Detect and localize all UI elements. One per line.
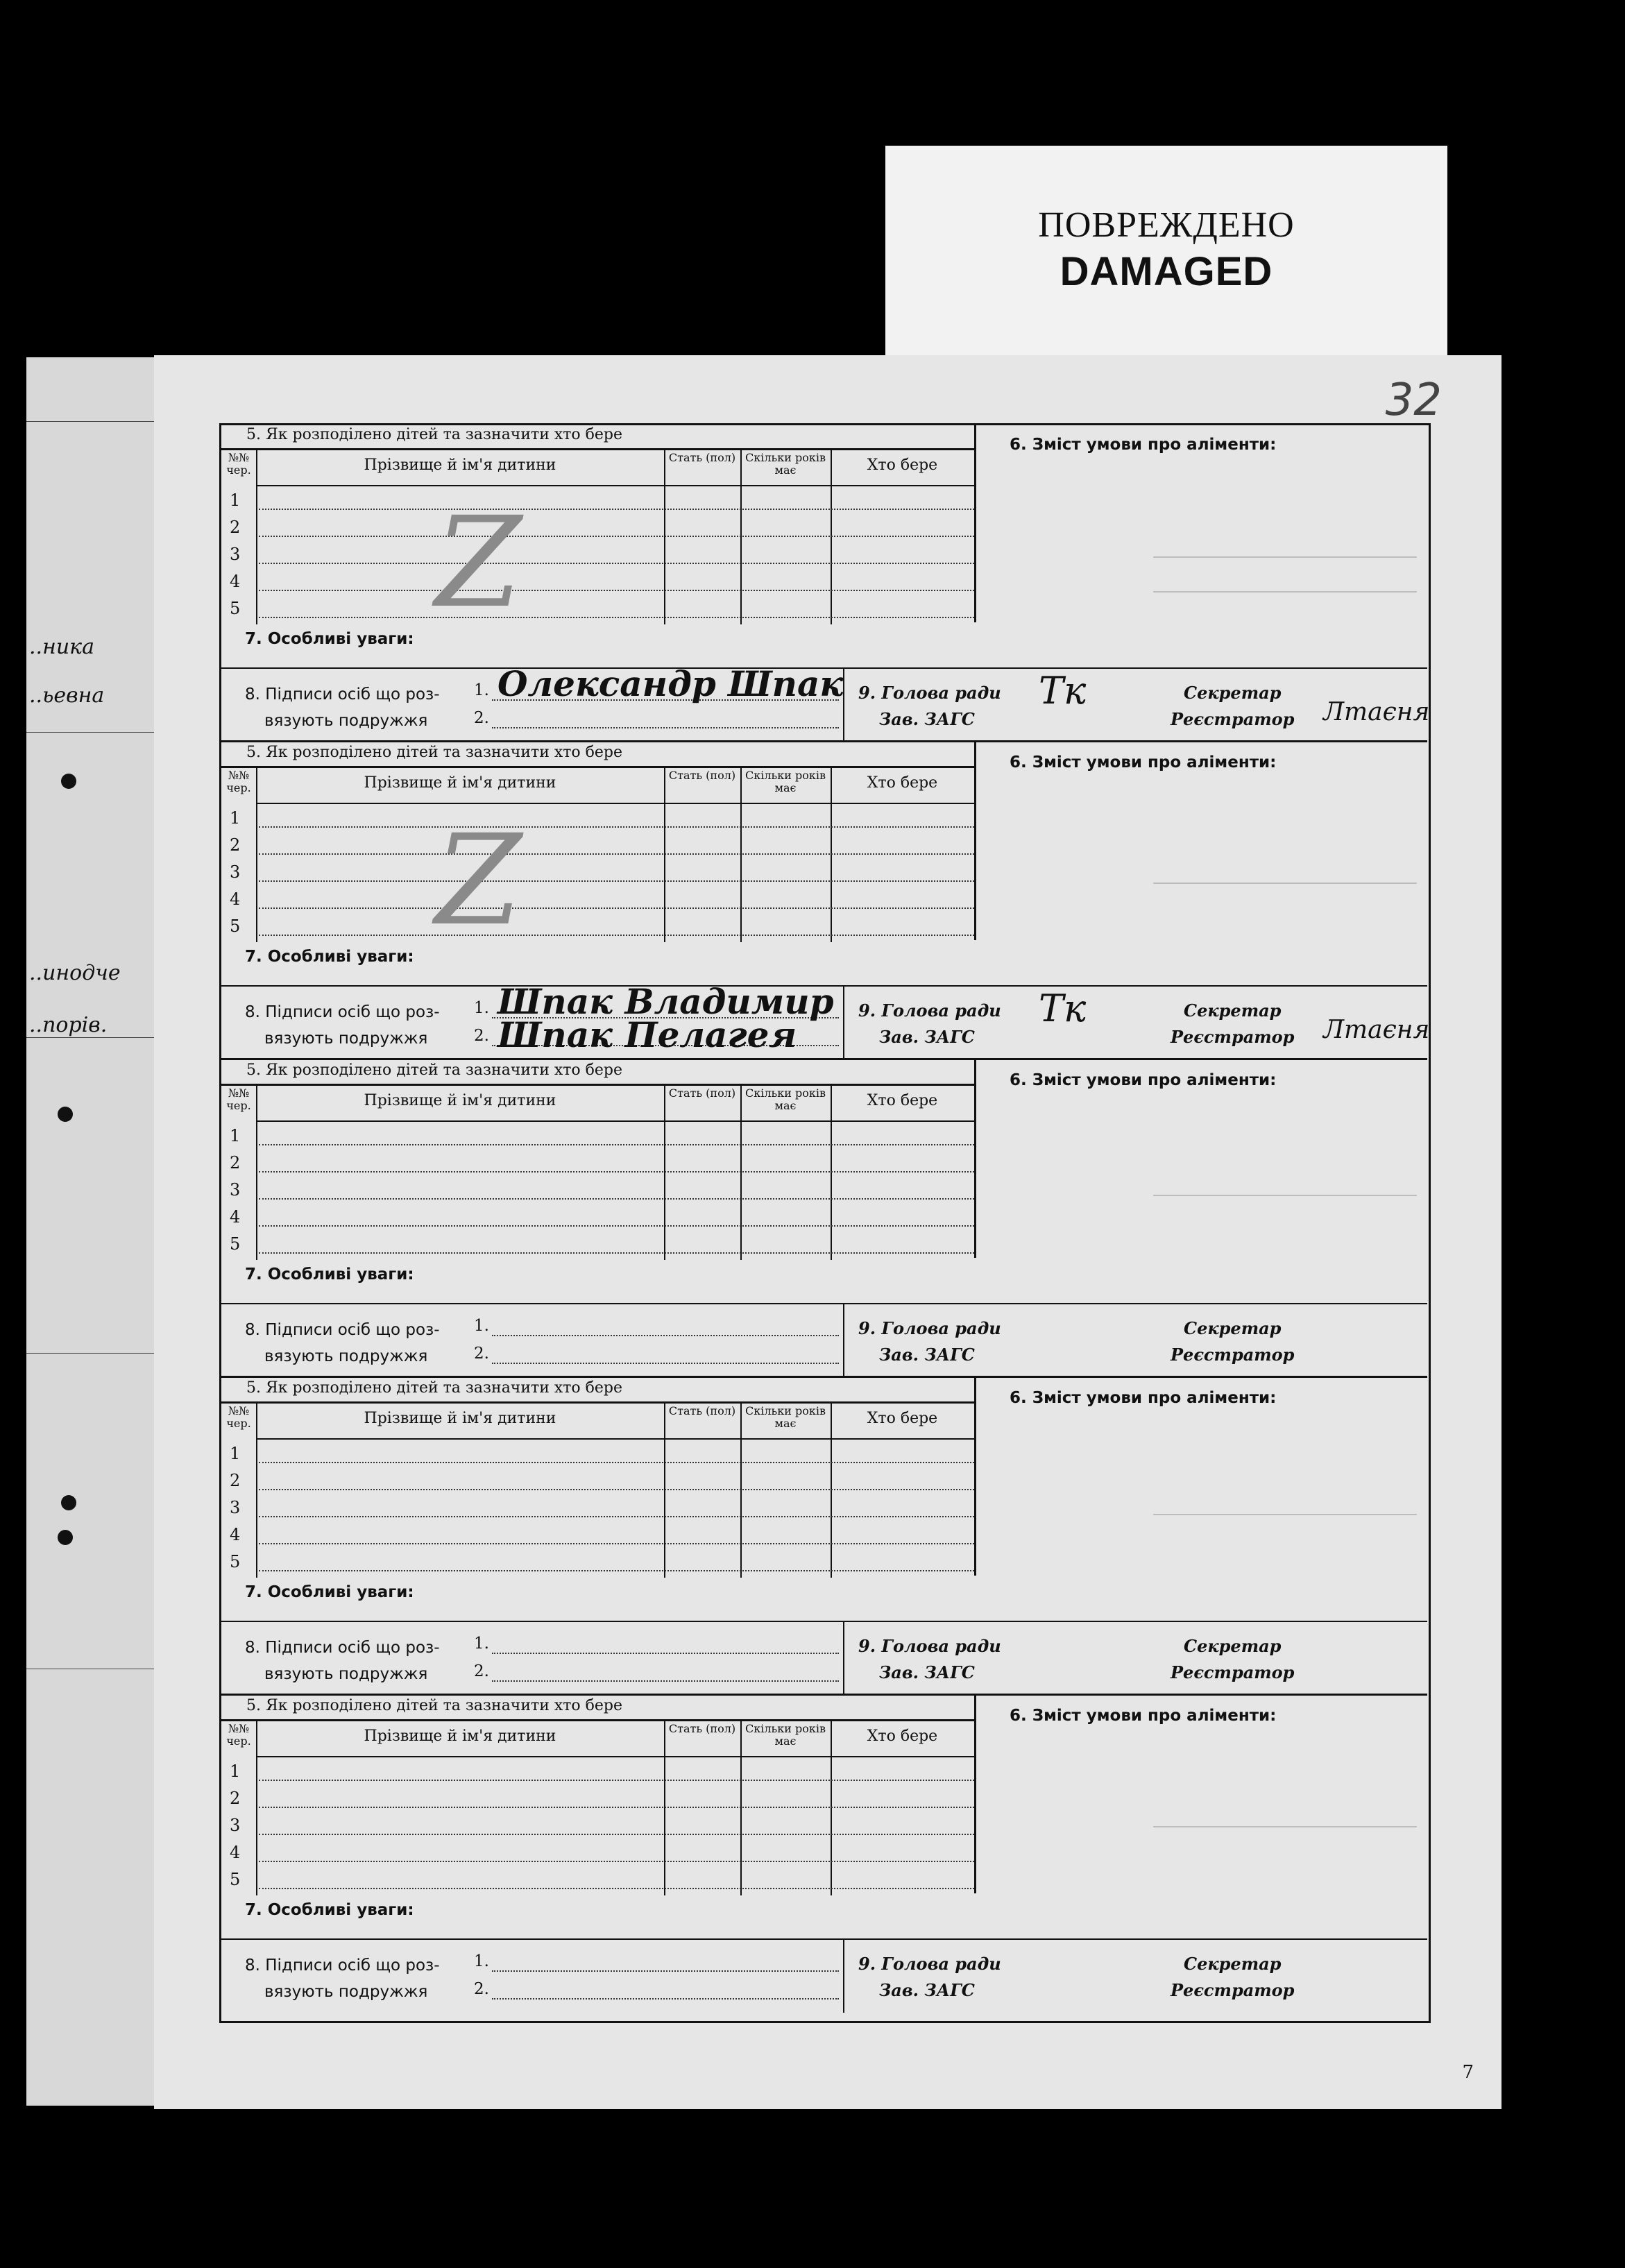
child-row-number: 5 xyxy=(230,1870,241,1889)
children-crossout-mark: Z xyxy=(435,808,522,953)
signatures-label xyxy=(245,999,440,1052)
child-row xyxy=(220,1521,974,1547)
col-header-child-name: Прізвище й ім'я дитини xyxy=(364,1728,556,1745)
child-row xyxy=(220,1866,974,1892)
council-head-label-line1: 9. Голова ради xyxy=(858,1636,1001,1656)
council-head-label xyxy=(858,1315,1001,1368)
signatures-label-line1: 8. Підписи осіб що роз- xyxy=(245,1639,440,1657)
binding-hole xyxy=(61,1495,76,1510)
child-row-number: 5 xyxy=(230,599,241,618)
child-row xyxy=(220,1784,974,1811)
signatures-label-line1: 8. Підписи осіб що роз- xyxy=(245,1321,440,1339)
child-row-number: 5 xyxy=(230,916,241,936)
child-row-number: 3 xyxy=(230,862,241,882)
children-table xyxy=(220,448,974,624)
col-header-number: №№ чер. xyxy=(226,1404,251,1430)
children-heading: 5. Як розподілено дітей та зазначити хто бере xyxy=(246,426,623,443)
council-head-label xyxy=(858,1951,1001,2004)
divorce-record xyxy=(220,1696,1427,2011)
secretary-label-line2: Реєстратор xyxy=(1171,1027,1295,1047)
signatures-label-line1: 8. Підписи осіб що роз- xyxy=(245,685,440,704)
col-header-who-takes: Хто бере xyxy=(867,774,938,792)
divorce-record xyxy=(220,1060,1427,1378)
signatures-section xyxy=(220,981,1430,1059)
signatures-label-line1: 8. Підписи осіб що роз- xyxy=(245,1956,440,1975)
council-head-label-line2: Зав. ЗАГС xyxy=(879,1980,975,2000)
child-row xyxy=(220,486,974,513)
council-head-label-line2: Зав. ЗАГС xyxy=(879,709,975,729)
secretary-label-line1: Секретар xyxy=(1184,1954,1282,1974)
children-table xyxy=(220,1084,974,1260)
secretary-label-line1: Секретар xyxy=(1184,683,1282,703)
divorce-record xyxy=(220,742,1430,1060)
child-row-number: 1 xyxy=(230,808,241,828)
secretary-label-line2: Реєстратор xyxy=(1171,1980,1295,2000)
facing-page-fragment xyxy=(26,357,160,2106)
alimony-heading: 6. Зміст умови про аліменти: xyxy=(1010,1071,1277,1089)
binding-hole xyxy=(58,1107,73,1122)
facing-page-text-1: ..ника xyxy=(29,635,94,659)
col-header-who-takes: Хто бере xyxy=(867,1092,938,1109)
col-header-child-name: Прізвище й ім'я дитини xyxy=(364,774,556,792)
child-row xyxy=(220,831,974,858)
page-number: 32 xyxy=(1385,375,1442,426)
notes-field xyxy=(245,1901,414,1919)
council-head-signature: Тк xyxy=(1039,669,1087,713)
signatures-section xyxy=(220,1303,1427,1377)
council-head-signature: Тк xyxy=(1039,987,1087,1030)
council-head-label-line1: 9. Голова ради xyxy=(858,1318,1001,1338)
signature-1-number: 1. xyxy=(474,1635,489,1653)
children-table xyxy=(220,1401,974,1578)
child-row-number: 1 xyxy=(230,1126,241,1145)
child-row-number: 3 xyxy=(230,545,241,564)
corner-mark: 7 xyxy=(1462,2062,1474,2083)
col-header-sex: Стать (пол) xyxy=(668,1722,736,1735)
secretary-label xyxy=(1171,1315,1294,1368)
secretary-label xyxy=(1171,1951,1294,2004)
col-header-sex: Стать (пол) xyxy=(668,769,736,782)
child-row-number: 5 xyxy=(230,1234,241,1254)
children-crossout-mark: Z xyxy=(435,491,522,636)
signature-1-number: 1. xyxy=(474,999,489,1017)
secretary-signature: Лтаєня xyxy=(1323,698,1430,726)
child-row xyxy=(220,1839,974,1865)
col-header-age: Скільки років має xyxy=(745,769,826,794)
binding-hole xyxy=(61,774,76,789)
notes-field xyxy=(245,1583,414,1601)
secretary-label xyxy=(1171,1633,1294,1686)
secretary-label-line2: Реєстратор xyxy=(1171,1345,1295,1365)
child-row xyxy=(220,1494,974,1520)
signatures-section xyxy=(220,663,1430,742)
signature-2-number: 2. xyxy=(474,1980,489,1998)
notes-label: 7. Особливі уваги: xyxy=(245,630,414,648)
col-header-age: Скільки років має xyxy=(745,451,826,477)
signatures-label-line1: 8. Підписи осіб що роз- xyxy=(245,1003,440,1021)
child-row xyxy=(220,1230,974,1256)
council-head-label xyxy=(858,1633,1001,1686)
signature-spouse-2: Шпак Пелагея xyxy=(497,1014,797,1055)
col-header-number: №№ чер. xyxy=(226,1722,251,1748)
signature-1-number: 1. xyxy=(474,681,489,699)
children-heading: 5. Як розподілено дітей та зазначити хто бере xyxy=(246,744,623,761)
secretary-label xyxy=(1171,998,1294,1050)
child-row-number: 2 xyxy=(230,1471,241,1490)
notes-field xyxy=(245,948,414,966)
child-row xyxy=(220,1548,974,1574)
col-header-who-takes: Хто бере xyxy=(867,457,938,474)
notes-label: 7. Особливі уваги: xyxy=(245,948,414,966)
signatures-section xyxy=(220,1938,1427,2013)
child-row-number: 5 xyxy=(230,1552,241,1571)
council-head-label xyxy=(858,680,1001,733)
child-row-number: 1 xyxy=(230,491,241,510)
damaged-label-ru: ПОВРЕЖДЕНО xyxy=(1038,205,1295,245)
divorce-record xyxy=(220,1378,1427,1696)
col-header-number: №№ чер. xyxy=(226,1086,251,1112)
notes-label: 7. Особливі уваги: xyxy=(245,1901,414,1919)
council-head-label-line2: Зав. ЗАГС xyxy=(879,1027,975,1047)
secretary-label-line2: Реєстратор xyxy=(1171,1662,1295,1682)
damaged-label-card xyxy=(885,146,1447,361)
col-header-age: Скільки років має xyxy=(745,1404,826,1430)
alimony-heading: 6. Зміст умови про аліменти: xyxy=(1010,1389,1277,1407)
notes-field xyxy=(245,630,414,648)
signature-2-number: 2. xyxy=(474,1027,489,1045)
binding-hole xyxy=(58,1530,73,1545)
child-row xyxy=(220,540,974,567)
council-head-label-line2: Зав. ЗАГС xyxy=(879,1662,975,1682)
damaged-label-en: DAMAGED xyxy=(1060,249,1273,294)
col-header-age: Скільки років має xyxy=(745,1086,826,1112)
child-row-number: 2 xyxy=(230,1153,241,1173)
child-row xyxy=(220,885,974,912)
divorce-record xyxy=(220,425,1430,742)
child-row xyxy=(220,1203,974,1229)
child-row xyxy=(220,1467,974,1493)
secretary-label-line1: Секретар xyxy=(1184,1636,1282,1656)
signatures-label xyxy=(245,1635,440,1687)
child-row-number: 4 xyxy=(230,889,241,909)
col-header-number: №№ чер. xyxy=(226,451,251,477)
secretary-label-line1: Секретар xyxy=(1184,1000,1282,1021)
notes-field xyxy=(245,1265,414,1284)
child-row-number: 3 xyxy=(230,1180,241,1200)
child-row xyxy=(220,1122,974,1148)
signatures-label-line2: вязують подружжя xyxy=(264,1665,428,1683)
child-row xyxy=(220,804,974,830)
register-page xyxy=(154,355,1501,2109)
col-header-who-takes: Хто бере xyxy=(867,1410,938,1427)
child-row-number: 4 xyxy=(230,1525,241,1544)
child-row xyxy=(220,1176,974,1202)
child-row xyxy=(220,595,974,621)
facing-page-text-2: ..ьевна xyxy=(29,683,105,708)
child-row xyxy=(220,912,974,939)
children-heading: 5. Як розподілено дітей та зазначити хто бере xyxy=(246,1697,623,1714)
notes-label: 7. Особливі уваги: xyxy=(245,1265,414,1284)
signatures-label-line2: вязують подружжя xyxy=(264,1347,428,1365)
council-head-label-line1: 9. Голова ради xyxy=(858,1000,1001,1021)
alimony-heading: 6. Зміст умови про аліменти: xyxy=(1010,436,1277,454)
signatures-section xyxy=(220,1621,1427,1695)
child-row-number: 1 xyxy=(230,1762,241,1781)
child-row-number: 2 xyxy=(230,1789,241,1808)
signatures-label xyxy=(245,681,440,734)
child-row-number: 4 xyxy=(230,1843,241,1862)
child-row-number: 1 xyxy=(230,1444,241,1463)
signature-2-number: 2. xyxy=(474,1662,489,1680)
children-section xyxy=(220,1696,976,1893)
children-table xyxy=(220,766,974,942)
col-header-child-name: Прізвище й ім'я дитини xyxy=(364,1092,556,1109)
notes-label: 7. Особливі уваги: xyxy=(245,1583,414,1601)
signature-1-number: 1. xyxy=(474,1317,489,1335)
signature-2-number: 2. xyxy=(474,709,489,727)
signature-spouse-1: Олександр Шпак xyxy=(497,663,844,704)
signatures-label-line2: вязують подружжя xyxy=(264,1030,428,1048)
col-header-child-name: Прізвище й ім'я дитини xyxy=(364,457,556,474)
children-section xyxy=(220,425,976,636)
child-row-number: 3 xyxy=(230,1816,241,1835)
col-header-sex: Стать (пол) xyxy=(668,1086,736,1100)
child-row-number: 2 xyxy=(230,518,241,537)
signatures-label xyxy=(245,1952,440,2005)
child-row-number: 3 xyxy=(230,1498,241,1517)
council-head-label xyxy=(858,998,1001,1050)
col-header-number: №№ чер. xyxy=(226,769,251,794)
secretary-label-line1: Секретар xyxy=(1184,1318,1282,1338)
facing-page-text-3: ..инодче xyxy=(29,961,121,985)
child-row xyxy=(220,1811,974,1838)
council-head-label-line1: 9. Голова ради xyxy=(858,683,1001,703)
children-table xyxy=(220,1719,974,1895)
alimony-heading: 6. Зміст умови про аліменти: xyxy=(1010,753,1277,771)
children-section xyxy=(220,1378,976,1576)
child-row xyxy=(220,513,974,540)
facing-page-text-4: ..порів. xyxy=(29,1013,108,1037)
signature-1-number: 1. xyxy=(474,1952,489,1970)
child-row xyxy=(220,1440,974,1466)
signature-spouse-1: Шпак Владимир xyxy=(497,981,834,1022)
secretary-label xyxy=(1171,680,1294,733)
council-head-label-line1: 9. Голова ради xyxy=(858,1954,1001,1974)
secretary-label-line2: Реєстратор xyxy=(1171,709,1295,729)
signature-2-number: 2. xyxy=(474,1345,489,1363)
secretary-signature: Лтаєня xyxy=(1323,1016,1430,1044)
child-row-number: 4 xyxy=(230,1207,241,1227)
signatures-label-line2: вязують подружжя xyxy=(264,1983,428,2001)
col-header-who-takes: Хто бере xyxy=(867,1728,938,1745)
children-section xyxy=(220,742,976,953)
col-header-sex: Стать (пол) xyxy=(668,451,736,464)
signatures-label xyxy=(245,1317,440,1370)
col-header-sex: Стать (пол) xyxy=(668,1404,736,1417)
alimony-heading: 6. Зміст умови про аліменти: xyxy=(1010,1707,1277,1725)
child-row-number: 2 xyxy=(230,835,241,855)
child-row xyxy=(220,858,974,885)
signatures-label-line2: вязують подружжя xyxy=(264,712,428,730)
children-heading: 5. Як розподілено дітей та зазначити хто бере xyxy=(246,1061,623,1079)
child-row xyxy=(220,1757,974,1784)
child-row-number: 4 xyxy=(230,572,241,591)
children-section xyxy=(220,1060,976,1258)
child-row xyxy=(220,1149,974,1175)
child-row xyxy=(220,568,974,594)
col-header-child-name: Прізвище й ім'я дитини xyxy=(364,1410,556,1427)
col-header-age: Скільки років має xyxy=(745,1722,826,1748)
children-heading: 5. Як розподілено дітей та зазначити хто бере xyxy=(246,1379,623,1397)
council-head-label-line2: Зав. ЗАГС xyxy=(879,1345,975,1365)
